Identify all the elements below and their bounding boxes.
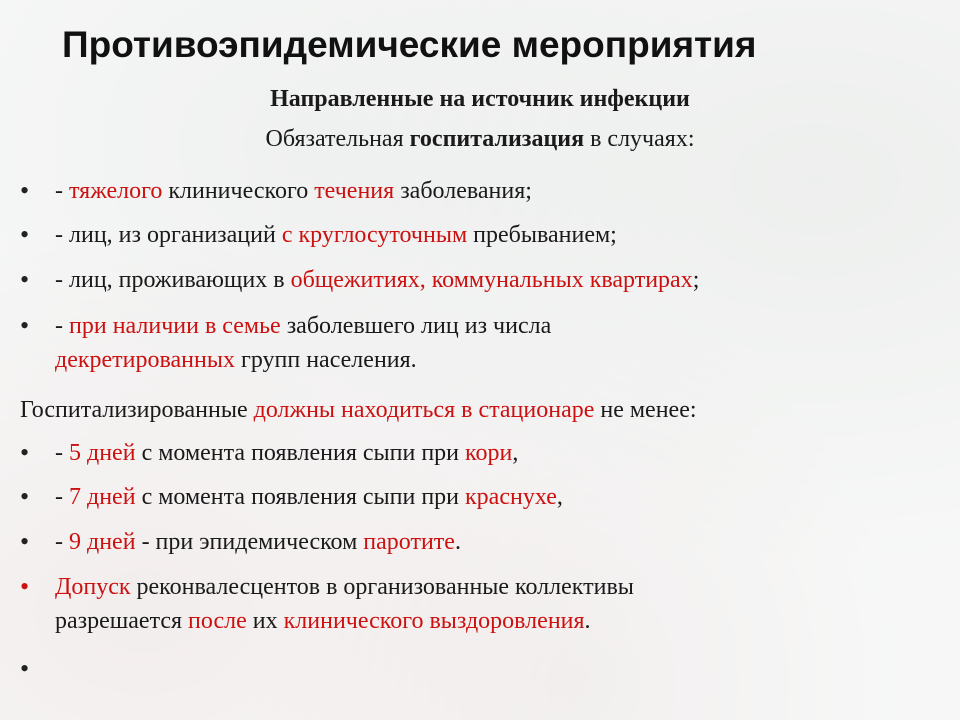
highlight: кори xyxy=(465,440,513,466)
highlight: тяжелого xyxy=(69,178,163,204)
bullet-icon: • xyxy=(20,572,30,601)
intro-bold: госпитализация xyxy=(409,126,585,152)
highlight: паротите xyxy=(363,529,455,555)
highlight: после xyxy=(188,608,247,634)
highlight: клинического выздоровления xyxy=(283,608,585,634)
bullet-icon: • xyxy=(20,265,30,294)
bullet-icon: • xyxy=(20,654,30,683)
highlight: течения xyxy=(314,178,395,204)
intro-text-end: в случаях: xyxy=(584,126,695,152)
bullet-icon: • xyxy=(20,527,30,556)
bullet-icon: • xyxy=(20,438,30,467)
highlight: общежитиях, коммунальных квартирах xyxy=(290,267,693,293)
highlight: 5 дней xyxy=(69,440,136,466)
slide-subtitle: Направленные на источник инфекции xyxy=(270,86,690,112)
highlight: при наличии в семье xyxy=(69,313,281,339)
highlight: 9 дней xyxy=(69,529,136,555)
bullet-icon: • xyxy=(20,176,30,205)
intro-text: Обязательная xyxy=(265,126,410,152)
highlight: с круглосуточным xyxy=(281,222,468,248)
highlight: краснухе xyxy=(465,484,557,510)
highlight: 7 дней xyxy=(69,484,136,510)
highlight: Допуск xyxy=(55,574,131,600)
intro-line xyxy=(0,126,960,153)
slide: Противоэпидемические мероприятия Направленные на источник инфекции Обязательная госпитализация в случаях: • - тяжелого клинического течения заболевания; • - лиц, из организаций с круглосуточным пребыванием; • - лиц, проживающих в общежитиях, коммунальных квартирах; • - при наличии в семье заболевшего лиц из числа декретированных групп населения. Госпитализированные должны находиться в стационаре не менее: • - 5 дней с момента появления сыпи при кори, • - 7 дней с момента появления сыпи при краснухе, • - 9 дней - при эпидемическом паротите. • Допуск реконвалесцентов в организованные коллективы разрешается после их клинического выздоровления. • xyxy=(0,0,960,720)
bullet-icon: • xyxy=(20,311,30,340)
slide-title: Противоэпидемические мероприятия xyxy=(62,24,757,65)
bullet-icon: • xyxy=(20,482,30,511)
highlight: должны находиться в стационаре xyxy=(253,397,595,423)
highlight: декретированных xyxy=(55,347,235,373)
bullet-icon: • xyxy=(20,220,30,249)
